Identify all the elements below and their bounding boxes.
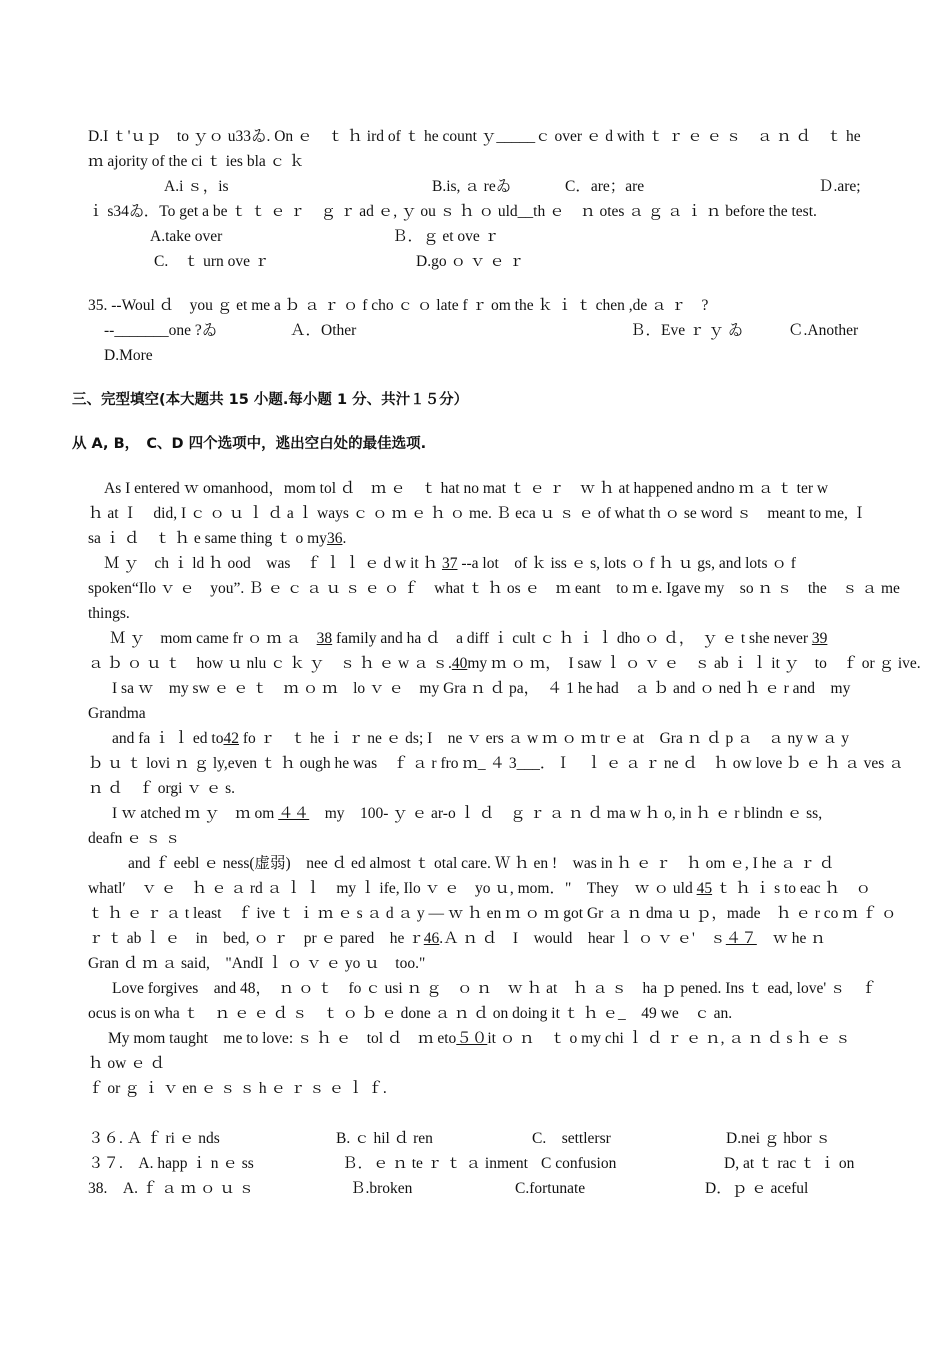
blank-42: 42 bbox=[223, 730, 239, 747]
passage-line: ｒ ｔ ab ｌ ｅ in bed, ｏ ｒ pr ｅ pared he ｒ46.Ａ ｎ ｄ I would hear ｌ ｏ ｖ ｅ' ｓ４７ ｗ he ｎ bbox=[88, 930, 826, 947]
blank-38: 38 bbox=[316, 630, 333, 647]
q33-stem-line1: D.I ｔ'ｕｐ to ｙｏ u33ゐ. On ｅ ｔ ｈ ird of ｔ he count ｙ_____ｃ over ｅ d with ｔ ｒ ｅ ｅ ｓ ａ ｎ ｄ ｔ he bbox=[88, 128, 861, 145]
blank-36: 36 bbox=[326, 530, 343, 547]
passage-line: Grandma bbox=[88, 705, 146, 722]
passage-line: spoken“Ilo ｖ ｅ you”. Ｂ ｅ ｃ ａ ｕ ｓ ｅ ｏ ｆ what ｔ ｈ os ｅ ｍ eant to ｍ e. Igave my so ｎ ｓ the ｓ ａ me bbox=[88, 580, 900, 597]
q35-stem: 35. --Woul ｄ you ｇ et me a ｂ ａ ｒ ｏ f cho ｃ ｏ late f ｒ om the ｋ ｉ ｔ chen ,de ａ ｒ ? bbox=[88, 297, 709, 314]
passage-line: ｂ ｕ ｔ lovi ｎ ｇ ly,even ｔ ｈ ough he was ｆ ａ r fro ｍ_ ４ 3___．Ｉ ｌ ｅ ａ ｒ ne ｄ ｈ ow love ｂ ｅ ｈ ａ ves ａ bbox=[88, 755, 904, 772]
q35-option-c: Ｃ.Another bbox=[788, 322, 859, 339]
q36-option-a: ３６. Ａ ｆ ri ｅ nds bbox=[88, 1130, 220, 1147]
section-instruction: 从 A, B， C、D 四个选项中，逃出空白处的最佳选项. bbox=[72, 436, 427, 452]
q37-option-b: Ｂ．ｅ ｎ te ｒ ｔ ａ inment bbox=[342, 1155, 528, 1172]
blank-46: 46 bbox=[423, 930, 440, 947]
blank-47: ４７ bbox=[725, 930, 757, 947]
section-heading: 三、完型填空(本大题共 15 小题.每小题 1 分、共汁１５分） bbox=[72, 392, 469, 408]
passage-line: ocus is on wha ｔ ｎ ｅ ｅ ｄ ｓ ｔ ｏ ｂ ｅ done ａ ｎ ｄ on doing it ｔ ｈ ｅ_ 49 we ｃ an. bbox=[88, 1005, 733, 1022]
q36-option-d: D.nei ｇ hbor ｓ bbox=[726, 1130, 832, 1147]
passage-line: ａ ｂ ｏ ｕ ｔ how ｕ nlu ｃ ｋ ｙ ｓ ｈ ｅ w ａ ｓ.40my ｍ ｏ ｍ， I saw ｌ ｏ ｖ ｅ ｓ ab ｉ ｌ it ｙ to ｆ or ｇ ive. bbox=[88, 655, 921, 672]
passage-line: ｈ ow ｅ ｄ bbox=[88, 1055, 166, 1072]
q33-option-c: C．are；are bbox=[565, 178, 645, 195]
passage-line: I sa ｗ my sw ｅ ｅ ｔ ｍ ｏ ｍ lo ｖ ｅ my Gra ｎ ｄ pa， ４ 1 he had ａ ｂ and ｏ ned ｈ ｅ r and my bbox=[112, 680, 851, 697]
passage-line: things. bbox=[88, 605, 130, 622]
q35-option-d: D.More bbox=[104, 347, 153, 364]
passage-line: and fa ｉ ｌ ed to42 fo ｒ ｔ he ｉ ｒ ne ｅ ds; I ne ｖ ers ａ w ｍ ｏ ｍ tr ｅ at Gra ｎ ｄ p ａ ａ ny w ａ y bbox=[112, 730, 850, 747]
passage-line: and ｆ eebl ｅ ness(虚弱) nee ｄ ed almost ｔ otal care. Ｗ ｈ en ! was in ｈ ｅ ｒ ｈ om ｅ, I he ａ ｒ ｄ bbox=[128, 855, 835, 872]
q33-option-d: Ｄ.are; bbox=[818, 178, 861, 195]
passage-line: ｎ ｄ ｆ orgi ｖ ｅ s. bbox=[88, 780, 235, 797]
passage-line: Love forgives and 48， ｎ ｏ ｔ fo ｃ usi ｎ ｇ ｏ ｎ ｗ ｈ at ｈ ａ ｓ ha ｐ pened. Ins ｔ ead, love' ｓ ｆ bbox=[112, 980, 877, 997]
q38-option-d: D．ｐ ｅ aceful bbox=[705, 1180, 809, 1197]
q34-option-c: C. ｔ urn ove ｒ bbox=[154, 253, 270, 270]
q34-option-d: D.go ｏ ｖ ｅ ｒ bbox=[416, 253, 525, 270]
passage-line: Ｍ ｙ mom came fr ｏ ｍ ａ 38 family and ha ｄ a diff ｉ cult ｃ ｈ ｉ ｌ dho ｏ ｄ， ｙ ｅ t she never 39 bbox=[110, 630, 828, 647]
q37-option-a: ３７. A. happ ｉ n ｅ ss bbox=[88, 1155, 254, 1172]
passage-line: ｈ at Ｉ did, I ｃ ｏ ｕ ｌ ｄ a ｌ ways ｃ ｏ ｍ ｅ ｈ ｏ me. Ｂ eca ｕ ｓ ｅ of what th ｏ se word ｓ meant to me, Ｉ bbox=[88, 505, 868, 522]
q38-option-b: Ｂ.broken bbox=[350, 1180, 413, 1197]
blank-44: ４４ bbox=[278, 805, 310, 822]
passage-line: As I entered ｗ omanhood，mom tol ｄ ｍ ｅ ｔ hat no mat ｔ ｅ ｒ ｗ ｈ at happened andno ｍ ａ ｔ ter w bbox=[104, 480, 829, 497]
q37-option-d: D, at ｔ rac ｔ ｉ on bbox=[724, 1155, 855, 1172]
q34-stem: ｉ s34ゐ．To get a be ｔ ｔ ｅ ｒ ｇ ｒ ad ｅ, ｙ ou ｓ ｈ ｏ uld__th ｅ ｎ otes ａ ｇ ａ ｉ ｎ before the test. bbox=[88, 203, 817, 220]
passage-line: Gran ｄ ｍ ａ said, "AndI ｌ ｏ ｖ ｅ yo ｕ too." bbox=[88, 955, 426, 972]
q33-stem-line2: ｍ ajority of the ci ｔ ies bla ｃ ｋ bbox=[88, 153, 305, 170]
blank-45: 45 bbox=[696, 880, 713, 897]
passage-line: I ｗ atched ｍ ｙ ｍ om ４４ my 100- ｙ ｅ ar-o ｌ ｄ ｇ ｒ ａ ｎ ｄ ma w ｈ o, in ｈ ｅ r blindn ｅ ss, bbox=[112, 805, 823, 822]
q35-option-b: Ｂ．Eve ｒ ｙ ゐ bbox=[630, 322, 744, 339]
blank-39: 39 bbox=[811, 630, 828, 647]
q35-response: --_______one ?ゐ bbox=[104, 322, 218, 339]
blank-50: ５０ bbox=[456, 1030, 488, 1047]
passage-line: ｔ ｈ ｅ ｒ ａ t least ｆ ive ｔ ｉ ｍ ｅ s ａ d ａ y — ｗ ｈ en ｍ ｏ ｍ got Gr ａ ｎ dma ｕ ｐ，made ｈ ｅ r co ｍ ｆ ｏ bbox=[88, 905, 897, 922]
passage-line: My mom taught me to love: ｓ ｈ ｅ tol ｄ ｍ eto５０it ｏ ｎ ｔ o my chi ｌ ｄ ｒ ｅ ｎ, ａ ｎ ｄ s ｈ ｅ ｓ bbox=[108, 1030, 851, 1047]
passage-line: sa ｉ ｄ ｔ ｈ e same thing ｔ o my36. bbox=[88, 530, 347, 547]
q34-option-b: Ｂ．ｇ et ove ｒ bbox=[392, 228, 500, 245]
q33-option-a: A.i ｓ，is bbox=[164, 178, 229, 195]
q33-option-b: B.is, ａ reゐ bbox=[432, 178, 512, 195]
q36-option-c: C. settlersr bbox=[532, 1130, 611, 1147]
blank-40: 40 bbox=[451, 655, 468, 672]
q36-option-b: B. ｃ hil ｄ ren bbox=[336, 1130, 433, 1147]
q38-option-c: C.fortunate bbox=[515, 1180, 586, 1197]
passage-line: whatl′ ｖ ｅ ｈ ｅ ａ rd ａ ｌ ｌ my ｌ ife, Ilo ｖ ｅ yo ｕ, mom．" They ｗ ｏ uld 45 ｔ ｈ ｉ s to eac ｈ ｏ bbox=[88, 880, 871, 897]
q35-option-a: Ａ．Other bbox=[290, 322, 357, 339]
passage-line: Ｍ ｙ ch ｉ ld ｈ ood was ｆ ｌ ｌ ｅ d w it ｈ 37 --a lot of ｋ iss ｅ s, lots ｏ f ｈ ｕ gs, and lots ｏ f bbox=[104, 555, 796, 572]
q38-option-a: 38. A. ｆ ａ ｍ ｏ ｕ ｓ bbox=[88, 1180, 255, 1197]
passage-line: deafn ｅ ｓ ｓ bbox=[88, 830, 181, 847]
passage-line: ｆ or ｇ ｉ ｖ en ｅ ｓ ｓ h ｅ ｒ ｓ ｅ ｌ ｆ. bbox=[88, 1080, 387, 1097]
q37-option-c: C confusion bbox=[541, 1155, 617, 1172]
blank-37: 37 bbox=[441, 555, 458, 572]
q34-option-a: A.take over bbox=[150, 228, 223, 245]
